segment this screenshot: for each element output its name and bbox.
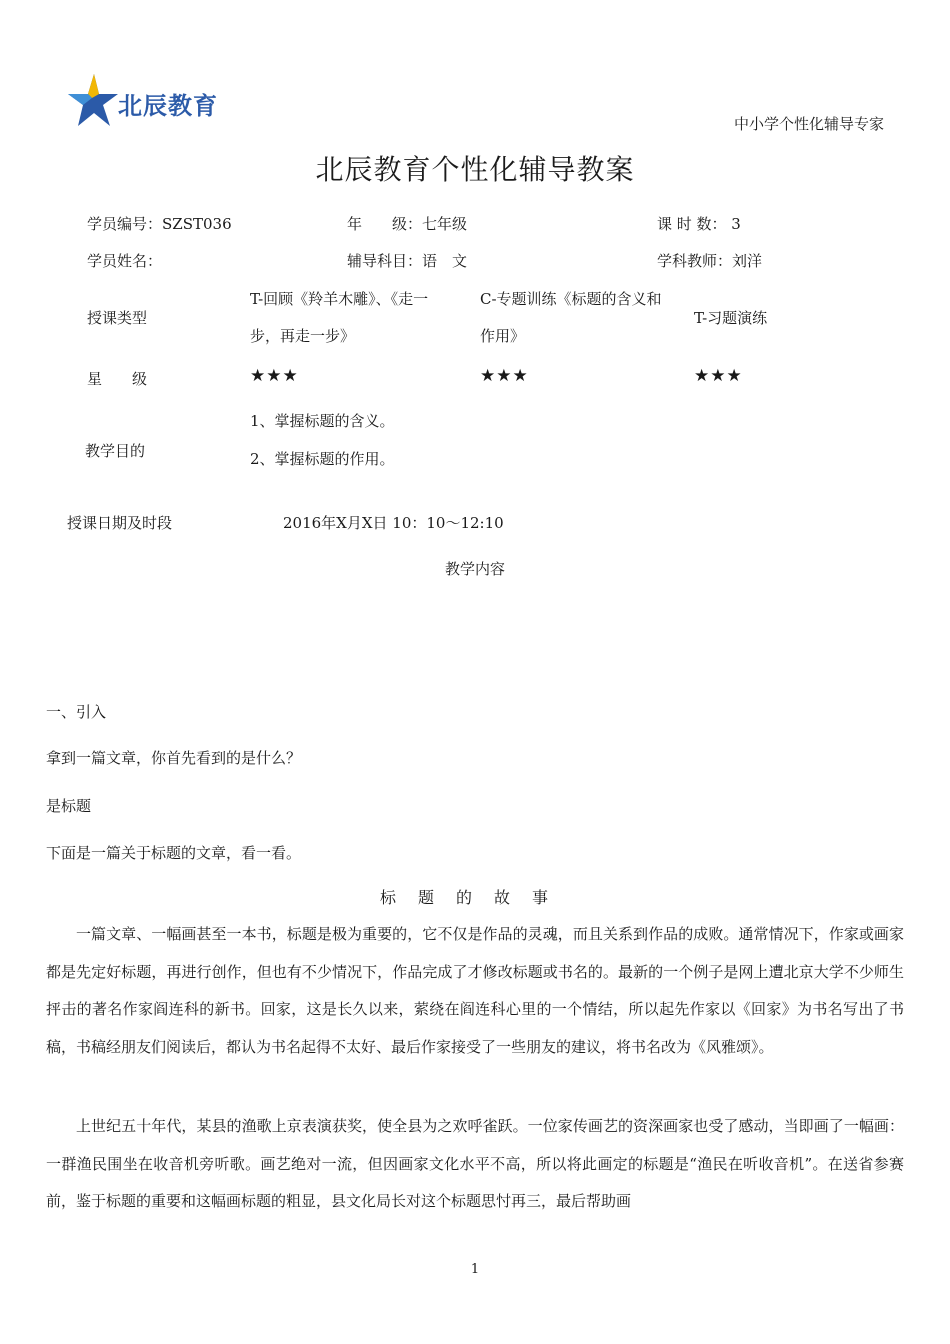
star-logo-icon xyxy=(66,72,118,128)
content-heading: 教学内容 xyxy=(444,560,505,578)
lesson-count: 课 时 数： 3 xyxy=(657,215,741,233)
page-title: 北辰教育个性化辅导教案 xyxy=(315,153,635,186)
star-level-label: 星 级 xyxy=(87,370,148,388)
intro-heading: 一、引入 xyxy=(46,703,107,721)
logo-text: 北辰教育 xyxy=(118,92,218,120)
star-rating-t2: ★★★ xyxy=(694,366,743,386)
teaching-goal-2: 2、掌握标题的作用。 xyxy=(250,450,395,468)
lesson-type-t2: T-习题演练 xyxy=(694,309,768,327)
teaching-goal-1: 1、掌握标题的含义。 xyxy=(250,412,395,430)
lesson-type-label: 授课类型 xyxy=(87,309,148,327)
lesson-type-t1-line2: 步，再走一步》 xyxy=(250,327,356,345)
lesson-date-label: 授课日期及时段 xyxy=(67,514,173,532)
star-rating-c: ★★★ xyxy=(480,366,529,386)
story-title: 标题的故事 xyxy=(379,888,570,907)
story-paragraph-2: 上世纪五十年代，某县的渔歌上京表演获奖，使全县为之欢呼雀跃。一位家传画艺的资深画家也受了感动，当即画了一幅画：一群渔民围坐在收音机旁听歌。画艺绝对一流，但因画家文化水平不高，所以将此画定的标题是“渔民在听收音机”。在送省参赛前，鉴于标题的重要和这幅画标题的粗显，县文化局长对这个标题思忖再三，最后帮助画 xyxy=(46,1117,904,1210)
logo xyxy=(66,72,236,128)
teaching-goal-label: 教学目的 xyxy=(85,442,146,460)
student-id: 学员编号：SZST036 xyxy=(87,215,232,233)
lesson-date-value: 2016年X月X日 10：10～12:10 xyxy=(283,514,504,532)
page-number: 1 xyxy=(470,1262,480,1277)
intro-answer: 是标题 xyxy=(46,797,92,815)
teacher: 学科教师：刘洋 xyxy=(657,252,763,270)
lesson-type-t1-line1: T-回顾《羚羊木雕》、《走一 xyxy=(250,290,429,308)
subject: 辅导科目：语 文 xyxy=(347,252,468,270)
star-rating-t1: ★★★ xyxy=(250,366,299,386)
lesson-type-c-line2: 作用》 xyxy=(480,327,526,345)
grade: 年 级：七年级 xyxy=(347,215,468,233)
story-paragraph-1: 一篇文章、一幅画甚至一本书，标题是极为重要的，它不仅是作品的灵魂，而且关系到作品的成败。通常情况下，作家或画家都是先定好标题，再进行创作，但也有不少情况下，作品完成了才修改标题或书名的。最新的一个例子是网上遭北京大学不少师生抨击的著名作家阎连科的新书。回家，这是长久以来，萦绕在阎连科心里的一个情结，所以起先作家以《回家》为书名写出了书稿，书稿经朋友们阅读后，都认为书名起得不太好、最后作家接受了一些朋友的建议，将书名改为《风雅颂》。 xyxy=(46,925,904,1056)
intro-question: 拿到一篇文章，你首先看到的是什么？ xyxy=(46,749,302,767)
lesson-type-c-line1: C-专题训练《标题的含义和 xyxy=(480,290,662,308)
intro-lead: 下面是一篇关于标题的文章，看一看。 xyxy=(46,844,302,862)
student-name: 学员姓名： xyxy=(87,252,163,270)
slogan: 中小学个性化辅导专家 xyxy=(733,115,884,133)
